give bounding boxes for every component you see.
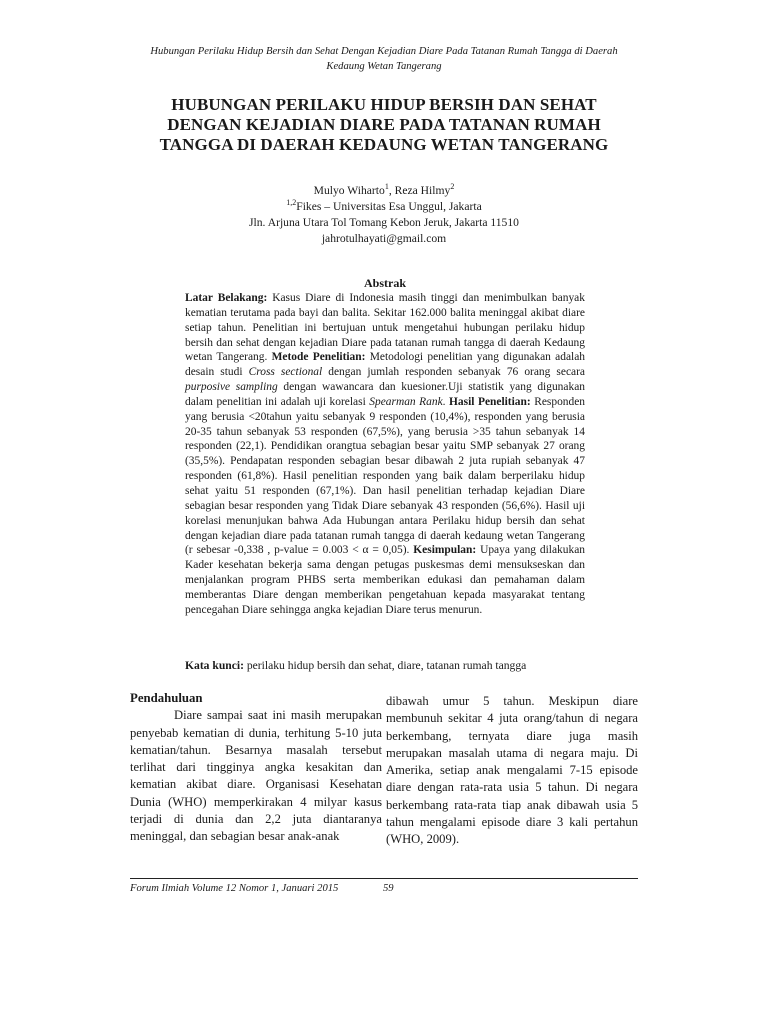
intro-right-column — [386, 693, 638, 849]
method-italic-a: Cross sectional — [248, 366, 323, 379]
paper-title — [120, 95, 648, 155]
method-italic-b: purposive sampling — [185, 381, 278, 394]
affiliation-text: Fikes – Universitas Esa Unggul, Jakarta — [296, 200, 482, 213]
keywords — [185, 658, 625, 673]
keywords-text: perilaku hidup bersih dan sehat, diare, tatanan rumah tangga — [243, 659, 527, 672]
footer-journal: Forum Ilmiah Volume 12 Nomor 1, Januari 2015 — [130, 883, 339, 894]
result-label: Hasil Penelitian: — [449, 395, 531, 408]
intro-paragraph-right: dibawah umur 5 tahun. Meskipun diare membunuh sekitar 4 juta orang/tahun di negara berkembang, ternyata diare juga masih merupakan masalah utama di negara maju. Di Amerika, setiap anak mengalami 7-15 episode diare dengan rata-rata usia 5 tahun. Di negara berkembang rata-rata tiap anak dibawah usia 5 tahun mengalami episode diare 3 kali pertahun (WHO, 2009). — [386, 694, 638, 847]
title-line-3: TANGGA DI DAERAH KEDAUNG WETAN TANGERANG — [159, 135, 609, 154]
section-heading-pendahuluan: Pendahuluan — [130, 691, 203, 705]
method-label: Metode Penelitian: — [271, 351, 366, 364]
method-text-c: dengan wawancara dan kuesioner.Uji statistik yang digunakan dalam penelitian ini adalah uji korelasi — [185, 381, 585, 408]
address: Jln. Arjuna Utara Tol Tomang Kebon Jeruk, Jakarta 11510 — [249, 216, 519, 229]
intro-left-column — [130, 690, 382, 846]
author-1-sup: 1 — [384, 182, 389, 192]
page-number: 59 — [383, 883, 394, 894]
title-line-2: DENGAN KEJADIAN DIARE PADA TATANAN RUMAH — [167, 115, 601, 134]
abstract-heading: Abstrak — [363, 276, 406, 290]
conclusion-text: Upaya yang dilakukan Kader kesehatan bekerja sama dengan petugas puskesmas demi mensukseskan dan menjalankan program PHBS serta memberikan edukasi dan pemahaman dalam memberantas Diare dengan memberikan pengetahuan kepada masyarakat tentang pencegahan Diare sehingga angka kejadian Diare terus menurun. — [185, 544, 585, 616]
running-header-line-1: Hubungan Perilaku Hidup Bersih dan Sehat Dengan Kejadian Diare Pada Tatanan Rumah Tangga di Daerah — [150, 46, 618, 57]
background-label: Latar Belakang: — [185, 292, 268, 304]
email: jahrotulhayati@gmail.com — [321, 232, 447, 245]
author-names — [180, 183, 588, 199]
method-italic-c: Spearman Rank — [369, 395, 443, 408]
author-2-sup: 2 — [450, 182, 455, 192]
method-text-a: Metodologi penelitian yang digunakan adalah desain studi — [185, 351, 585, 379]
abstract-section — [185, 275, 585, 618]
background-text: Kasus Diare di Indonesia masih tinggi dan menimbulkan banyak kematian terutama pada bayi dan balita. Sekitar 162.000 balita meninggal akibat diare setiap tahun. Penelitian ini bertujuan untuk mengetahui hubungan perilaku hidup bersih dan sehat dengan kejadian Diare pada tatanan rumah tangga di daerah Kedaung wetan Tangerang. — [185, 292, 585, 364]
affiliation — [180, 199, 588, 215]
author-separator: , — [388, 184, 395, 197]
author-1: Mulyo Wiharto — [313, 184, 385, 197]
keywords-label: Kata kunci: — [185, 659, 244, 672]
title-line-1: HUBUNGAN PERILAKU HIDUP BERSIH DAN SEHAT — [171, 95, 597, 114]
running-header-line-2: Kedaung Wetan Tangerang — [326, 61, 442, 72]
affiliation-sup: 1,2 — [286, 198, 297, 208]
method-text-b: dengan jumlah responden sebanyak 76 orang secara — [322, 366, 585, 379]
abstract-body — [185, 291, 585, 618]
footer — [130, 882, 394, 896]
intro-paragraph-left: Diare sampai saat ini masih merupakan penyebab kematian di dunia, terhitung 5-10 juta kematian/tahun. Besarnya masalah tersebut terlihat dari tingginya angka kesakitan dan kematian akibat diare. Organisasi Kesehatan Dunia (WHO) memperkirakan 4 milyar kasus terjadi di dunia dan 2,2 juta diantaranya meninggal, dan sebagian besar anak-anak — [130, 708, 382, 844]
author-block — [180, 183, 588, 247]
author-2: Reza Hilmy — [394, 184, 451, 197]
conclusion-label: Kesimpulan: — [413, 544, 477, 557]
method-text-d: . — [442, 395, 450, 408]
running-header — [120, 44, 648, 74]
result-text: Responden yang berusia <20tahun yaitu sebanyak 9 responden (10,4%), responden yang berusia 20-35 tahun sebanyak 53 responden (67,5%), yang berusia >35 tahun sebanyak 14 responden (22,1). Pendidikan orangtua sebagian besar yaitu SMP sebanyak 27 orang (35,5%). Pendapatan responden sebagian besar dibawah 2 juta rupiah sebanyak 47 responden (61,8%). Hasil penelitian responden yang baik dalam berperilaku hidup sehat yaitu 51 responden (67,1%). Dan hasil penelitian terhadap kejadian Diare sebagian besar responden yang Tidak Diare sebanyak 43 responden (56,6%). Hasil uji korelasi menunjukan bahwa Ada Hubungan antara Perilaku hidup bersih dan sehat dengan kejadian diare pada tatanan rumah tangga di daerah kedaung wetan Tangerang (r sebesar -0,338 , p-value = 0.003 < α = 0,05). — [185, 395, 586, 557]
footer-rule — [130, 878, 638, 879]
